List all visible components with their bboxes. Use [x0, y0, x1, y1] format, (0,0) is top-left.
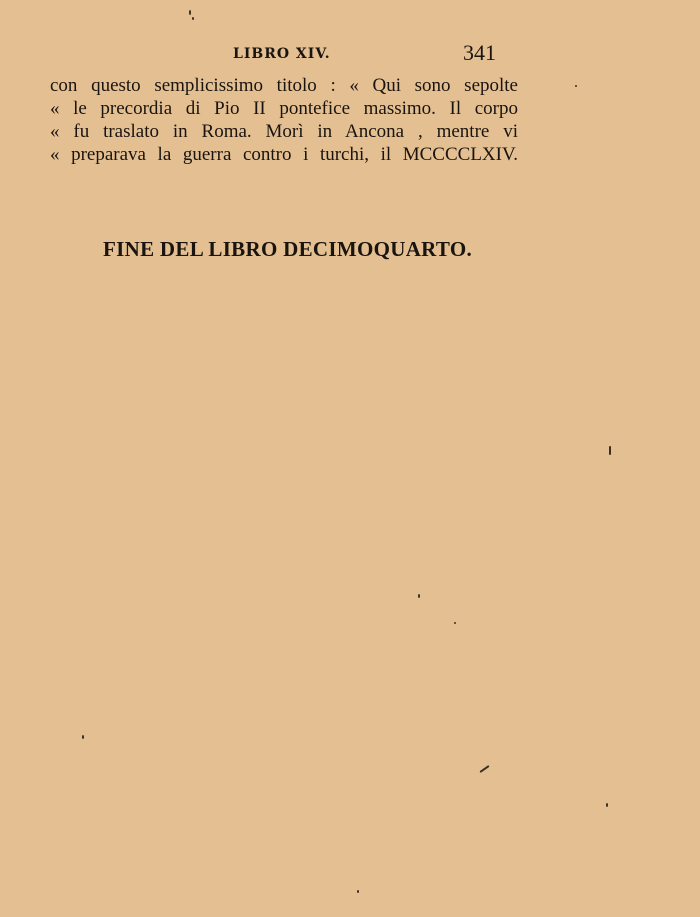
paper-speck	[357, 890, 359, 893]
running-head	[0, 40, 700, 66]
paper-speck	[575, 85, 577, 87]
body-paragraph	[50, 74, 518, 166]
text-line: « le precordia di Pio II pontefice massimo. Il corpo	[50, 98, 518, 119]
paper-speck	[418, 594, 420, 598]
paper-speck	[606, 803, 608, 807]
paper-speck	[192, 17, 194, 20]
text-line: con questo semplicissimo titolo : « Qui sono sepolte	[50, 75, 518, 96]
page-number: 341	[463, 40, 496, 65]
paper-speck	[454, 622, 456, 624]
paper-speck	[189, 10, 191, 15]
paper-speck	[479, 765, 489, 773]
running-title: LIBRO XIV.	[233, 46, 331, 62]
text-line: « preparava la guerra contro i turchi, il MCCCCLXIV.	[50, 144, 518, 165]
paper-speck	[609, 446, 611, 455]
text-line: « fu traslato in Roma. Morì in Ancona , mentre vi	[50, 121, 518, 142]
paper-speck	[82, 735, 84, 739]
end-of-book-note: FINE DEL LIBRO DECIMOQUARTO.	[103, 237, 472, 261]
